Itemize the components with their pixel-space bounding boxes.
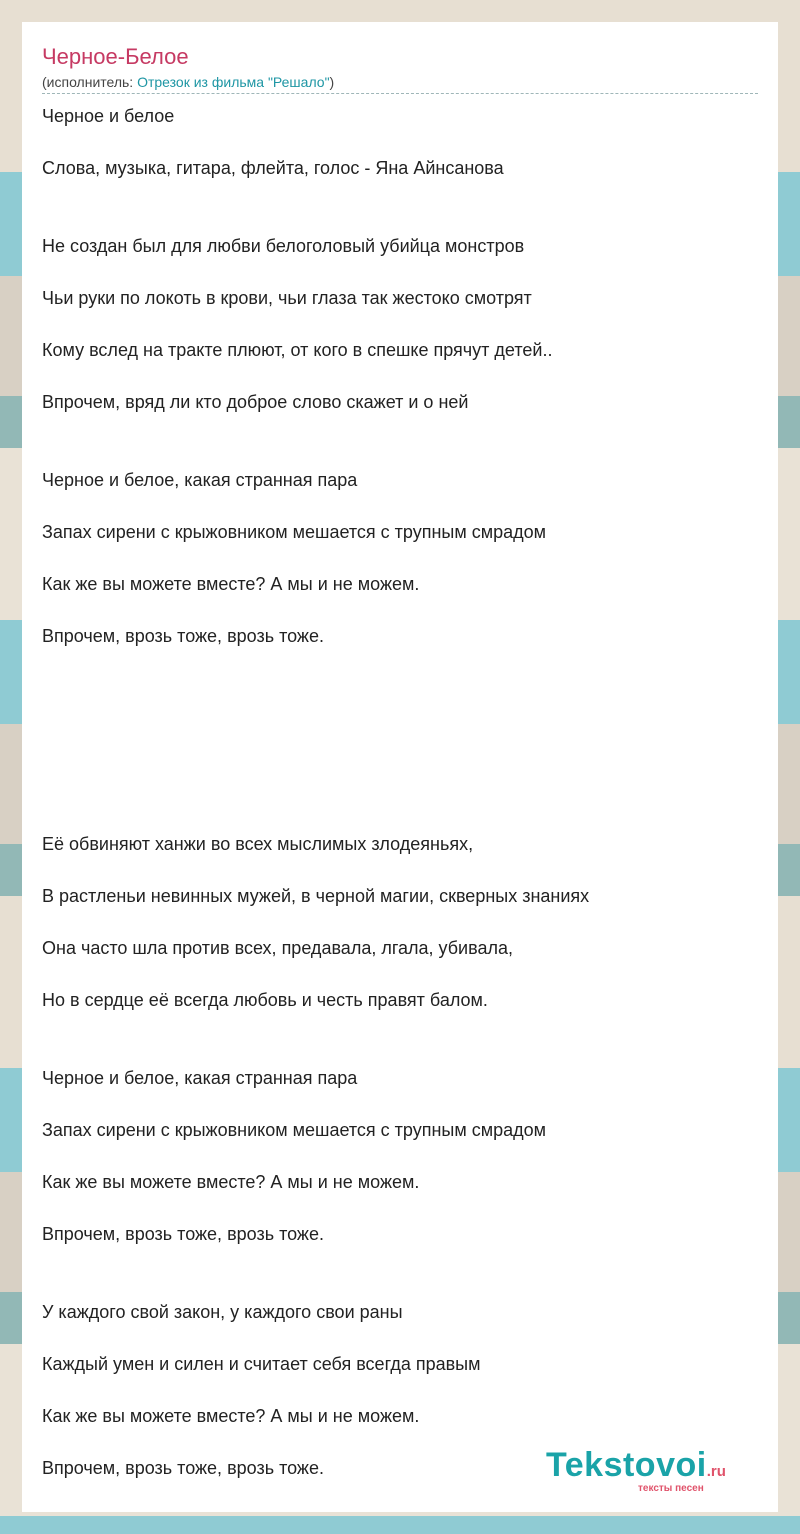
lyric-line: Чьи руки по локоть в крови, чьи глаза так жестоко смотрят [42, 288, 532, 308]
logo-tld: .ru [706, 1463, 726, 1480]
lyric-line: Но в сердце её всегда любовь и честь правят балом. [42, 990, 488, 1010]
lyric-line: Запах сирени с крыжовником мешается с трупным смрадом [42, 522, 546, 542]
lyric-line: Черное и белое, какая странная пара [42, 1068, 358, 1088]
lyric-line: Не создан был для любви белоголовый убийца монстров [42, 236, 525, 256]
artist-suffix: ) [329, 74, 335, 90]
lyric-line: Черное и белое, какая странная пара [42, 470, 358, 490]
site-logo[interactable] [546, 1446, 726, 1494]
artist-prefix: (исполнитель: [42, 74, 138, 90]
lyric-line: В растленьи невинных мужей, в черной магии, скверных знаниях [42, 886, 590, 906]
lyric-line: У каждого свой закон, у каждого свои раны [42, 1302, 403, 1322]
lyric-line: Впрочем, врозь тоже, врозь тоже. [42, 1458, 324, 1478]
logo-subtitle: тексты песен [638, 1483, 704, 1494]
lyrics-card [22, 22, 778, 1512]
lyric-line: Впрочем, вряд ли кто доброе слово скажет и о ней [42, 392, 469, 412]
title-divider [42, 93, 758, 94]
lyric-line: Слова, музыка, гитара, флейта, голос - Яна Айнсанова [42, 158, 504, 178]
lyric-line: Как же вы можете вместе? А мы и не можем. [42, 1406, 420, 1426]
lyric-line: Она часто шла против всех, предавала, лгала, убивала, [42, 938, 513, 958]
lyric-line: Впрочем, врозь тоже, врозь тоже. [42, 626, 324, 646]
artist-link[interactable]: Отрезок из фильма "Решало" [137, 74, 330, 90]
lyric-line: Как же вы можете вместе? А мы и не можем. [42, 1172, 420, 1192]
logo-wordmark: Tekstovoi [546, 1446, 707, 1484]
artist-line [42, 74, 334, 90]
lyric-line: Кому вслед на тракте плюют, от кого в спешке прячут детей.. [42, 340, 553, 360]
lyric-line: Впрочем, врозь тоже, врозь тоже. [42, 1224, 324, 1244]
lyric-line: Каждый умен и силен и считает себя всегда правым [42, 1354, 481, 1374]
lyric-line: Как же вы можете вместе? А мы и не можем. [42, 574, 420, 594]
song-title: Черное-Белое [42, 44, 189, 69]
lyric-line: Её обвиняют ханжи во всех мыслимых злодеяньях, [42, 834, 474, 854]
lyric-line: Запах сирени с крыжовником мешается с трупным смрадом [42, 1120, 546, 1140]
lyric-line: Черное и белое [42, 106, 175, 126]
